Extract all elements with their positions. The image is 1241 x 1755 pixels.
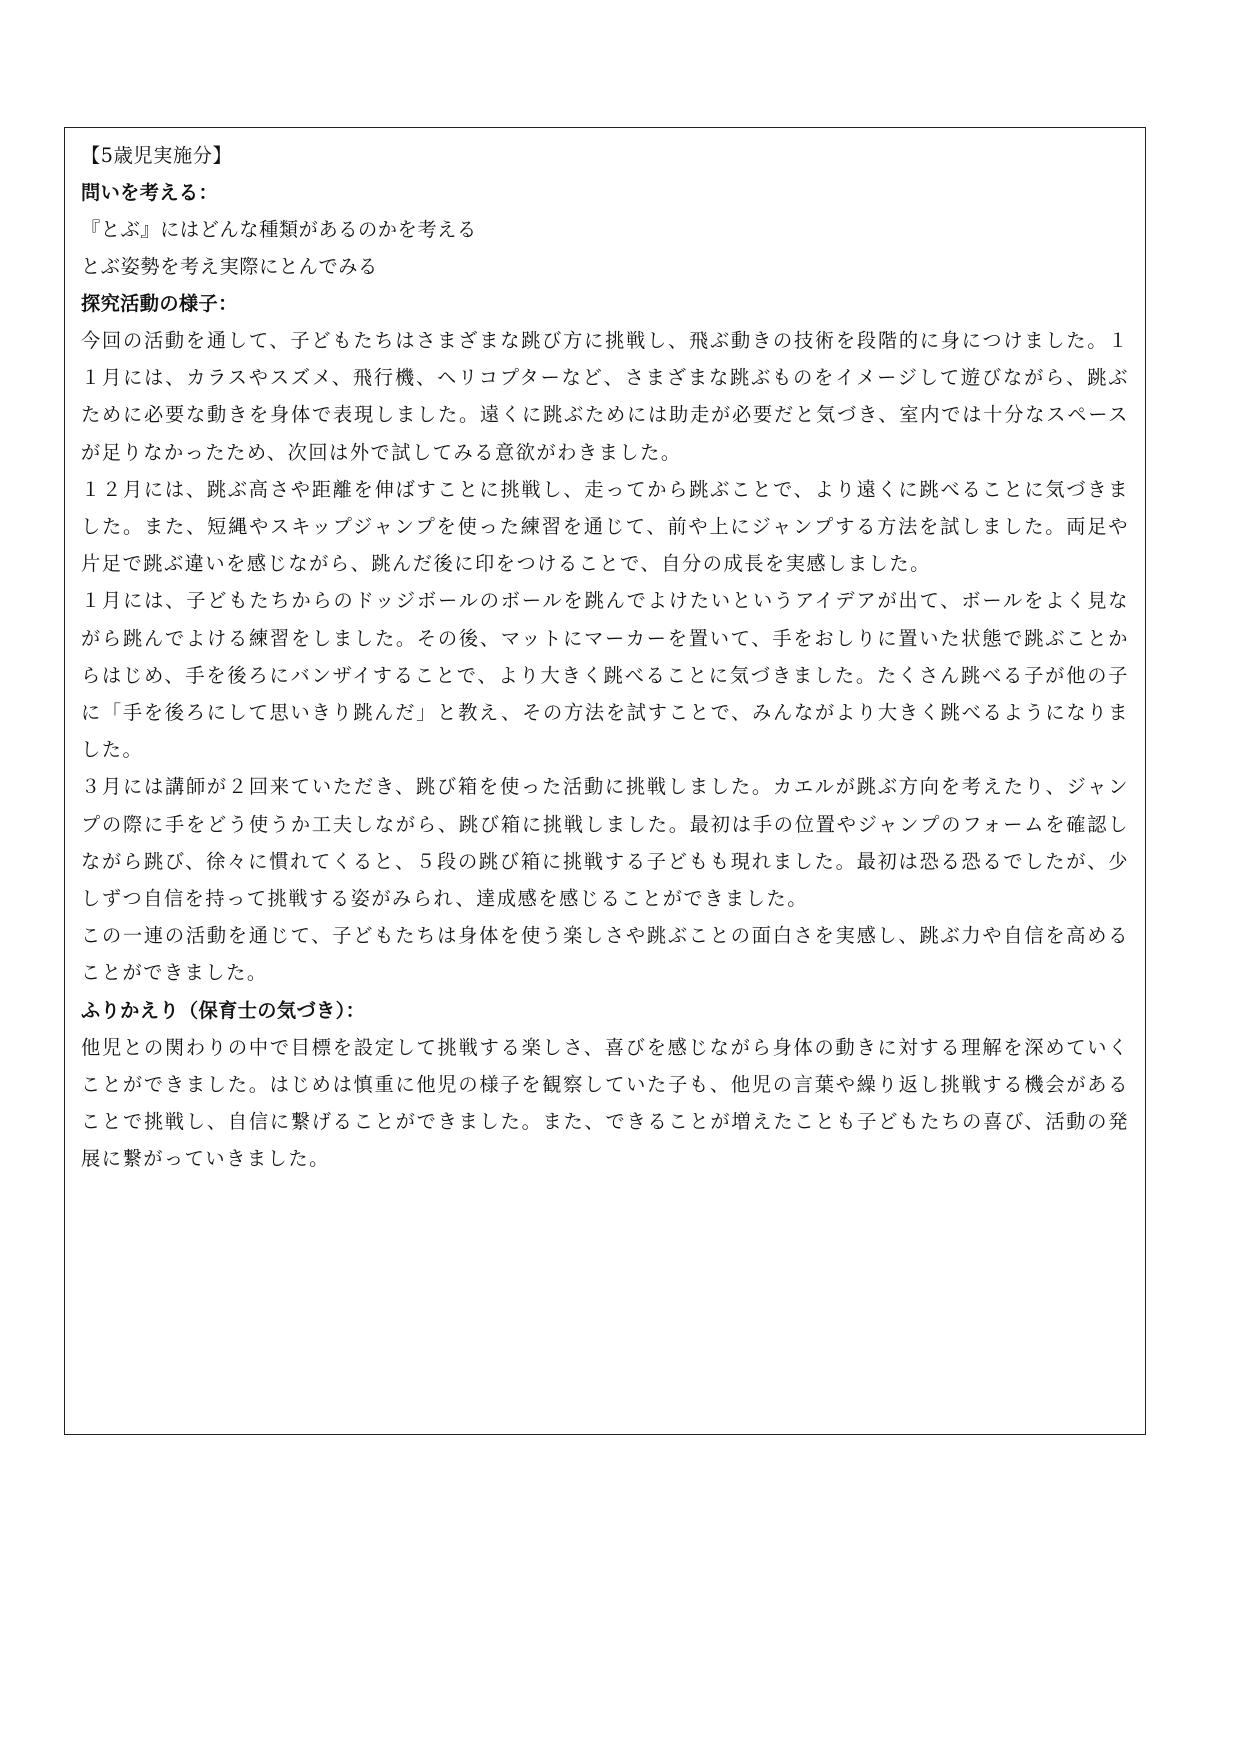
activity-section — [81, 322, 1129, 992]
question-item: 『とぶ』にはどんな種類があるのかを考える — [81, 218, 477, 241]
activity-paragraph: １月には、子どもたちからのドッジボールのボールを跳んでよけたいというアイデアが出て、ボールをよく見ながら跳んでよける練習をしました。その後、マットにマーカーを置いて、手をおしりに置いた状態で跳ぶことからはじめ、手を後ろにバンザイすることで、より大きく跳べることに気づきました。たくさん跳べる子が他の子に「手を後ろにして思いきり跳んだ」と教え、その方法を試すことで、みんながより大きく跳べるようになりました。 — [81, 589, 1129, 762]
activity-label: 探究活動の様子： — [81, 292, 238, 315]
activity-paragraph: この一連の活動を通じて、子どもたちは身体を使う楽しさや跳ぶことの面白さを実感し、跳ぶ力や自信を高めることができました。 — [81, 924, 1129, 985]
reflection-label: ふりかえり（保育士の気づき）： — [81, 998, 366, 1022]
report-box — [64, 127, 1146, 1435]
activity-paragraph: ３月には講師が２回来ていただき、跳び箱を使った活動に挑戦しました。カエルが跳ぶ方向を考えたり、ジャンプの際に手をどう使うか工夫しながら、跳び箱に挑戦しました。最初は手の位置やジャンプのフォームを確認しながら跳び、徐々に慣れてくると、５段の跳び箱に挑戦する子どもも現れました。最初は恐る恐るでしたが、少しずつ自信を持って挑戦する姿がみられ、達成感を感じることができました。 — [81, 775, 1129, 911]
reflection-section — [81, 1029, 1129, 1178]
question-item: とぶ姿勢を考え実際にとんでみる — [81, 255, 378, 278]
reflection-paragraph: 他児との関わりの中で目標を設定して挑戦する楽しさ、喜びを感じながら身体の動きに対する理解を深めていくことができました。はじめは慎重に他児の様子を観察していた子も、他児の言葉や繰り返し挑戦する機会があることで挑戦し、自信に繋げることができました。また、できることが増えたことも子どもたちの喜び、活動の発展に繋がっていきました。 — [81, 1035, 1129, 1171]
activity-paragraph: 今回の活動を通して、子どもたちはさまざまな跳び方に挑戦し、飛ぶ動きの技術を段階的に身につけました。１１月には、カラスやスズメ、飛行機、ヘリコプターなど、さまざまな跳ぶものをイメージして遊びながら、跳ぶために必要な動きを身体で表現しました。遠くに跳ぶためには助走が必要だと気づき、室内では十分なスペースが足りなかったため、次回は外で試してみる意欲がわきました。 — [81, 329, 1129, 464]
question-label: 問いを考える： — [81, 181, 219, 204]
activity-paragraph: １２月には、跳ぶ高さや距離を伸ばすことに挑戦し、走ってから跳ぶことで、より遠くに跳べることに気づきました。また、短縄やスキップジャンプを使った練習を通じて、前や上にジャンプする方法を試しました。両足や片足で跳ぶ違いを感じながら、跳んだ後に印をつけることで、自分の成長を実感しました。 — [81, 477, 1129, 576]
section-heading: 【5歳児実施分】 — [81, 144, 233, 167]
